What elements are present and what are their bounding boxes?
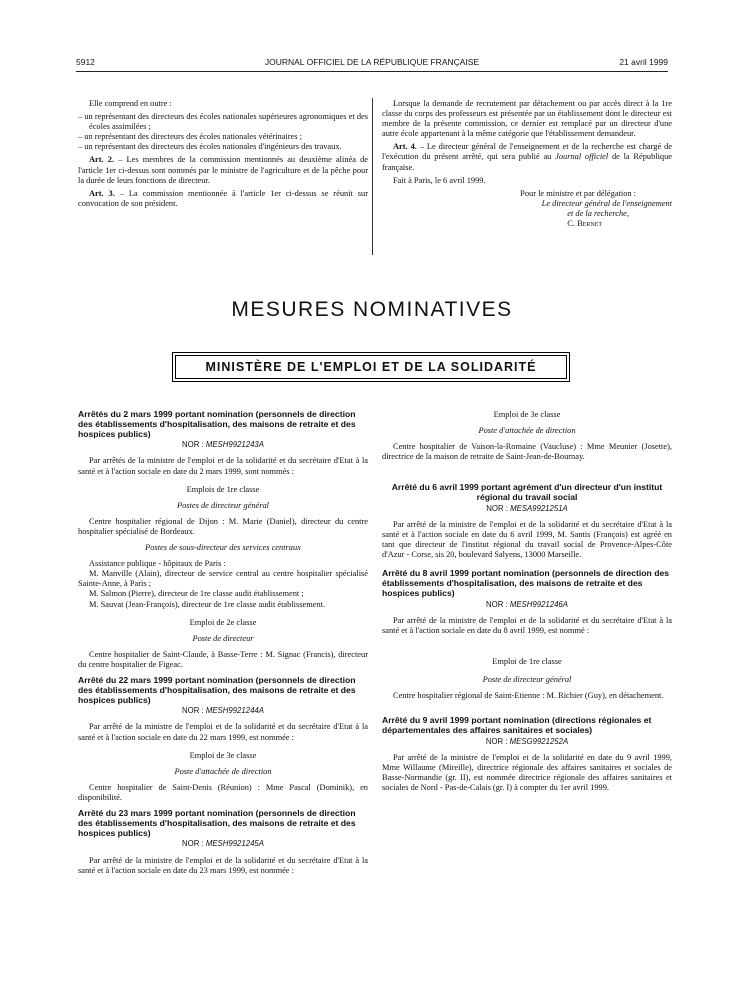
nor-label: NOR : — [485, 736, 510, 746]
paragraph: Centre hospitalier de Saint-Denis (Réunion) : Mme Pascal (Dominik), en disponibilité. — [78, 782, 368, 802]
subheading: Poste de directeur — [192, 633, 254, 643]
subheading: Postes de sous-directeur des services centraux — [145, 543, 301, 553]
paragraph: Elle comprend en outre : — [89, 99, 172, 108]
paragraph: M. Sauvat (Jean-François), directeur de 1re classe audit établissement. — [89, 599, 326, 609]
nor-reference — [382, 600, 672, 610]
nor-code: MESH9921246A — [509, 599, 568, 609]
nor-code: MESH9921244A — [205, 706, 264, 716]
nor-reference — [382, 737, 672, 747]
nor-code: MESH9921243A — [205, 440, 264, 450]
nor-reference — [78, 440, 368, 450]
paragraph: Par arrêté de la ministre de l'emploi et de la solidarité en date du 9 avril 1999, Mme Willaume (Mireille), directrice régionale des affaires sanitaires et sociales de Basse-Normandie (gr. II), est nommée directrice régionale des affaires sanitaires et sociales de Nord - Pas-de-Calais (gr. I) à compter du 1er avril 1999. — [382, 753, 672, 793]
nor-label: NOR : — [182, 839, 206, 849]
article-2 — [78, 155, 368, 185]
section-title: MESURES NOMINATIVES — [231, 298, 513, 321]
nor-code: MESG9921252A — [509, 736, 569, 746]
top-left-column — [78, 99, 368, 212]
journal-ref: Journal officiel — [555, 152, 609, 162]
section-heading: Emploi de 3e classe — [189, 750, 257, 760]
nor-label: NOR : — [182, 706, 206, 716]
list-item: – un représentant des directeurs des écoles nationales vétérinaires ; — [78, 132, 302, 142]
nor-reference — [78, 839, 368, 849]
issue-date: 21 avril 1999 — [619, 57, 668, 67]
article-text: – Les membres de la commission mentionnés au deuxième alinéa de l'article 1er ci-dessus sont nommés par le ministre de l'agriculture et de la pêche pour la durée de leurs fonctions de directeur. — [78, 155, 368, 185]
subheading: Poste de directeur général — [482, 675, 572, 685]
ministry-box — [172, 352, 570, 382]
article-text: de la République française. — [382, 152, 672, 172]
left-column — [78, 410, 368, 879]
right-column — [382, 410, 672, 796]
paragraph: Par arrêté de la ministre de l'emploi et de la solidarité et du secrétaire d'Etat à la santé et à l'action sociale en date du 8 avril 1999, est nommé : — [382, 615, 672, 636]
nor-reference — [78, 706, 368, 716]
article-4 — [382, 142, 672, 172]
section-heading: Emplois de 1re classe — [186, 484, 260, 494]
list-item: – un représentant des directeurs des écoles nationales supérieures agronomiques et des écoles assimilées ; — [78, 112, 368, 132]
article-label: Art. 4. — [393, 142, 417, 152]
header-rule — [76, 71, 668, 72]
article-3 — [78, 189, 368, 209]
paragraph: Centre hospitalier de Vaison-la-Romaine (Vaucluse) : Mme Meunier (Josette), directrice de la maison de retraite de Saint-Jean-de-Bournay. — [382, 442, 672, 462]
paragraph: Centre hospitalier régional de Saint-Etienne : M. Richier (Guy), en détachement. — [393, 691, 664, 701]
paragraph: Par arrêté de la ministre de l'emploi et de la solidarité et du secrétaire d'Etat à la santé et à l'action sociale en date du 23 mars 1999, est nommée : — [78, 855, 368, 875]
subheading: Poste d'attachée de direction — [174, 766, 272, 776]
page-header — [76, 57, 668, 69]
nor-label: NOR : — [486, 599, 510, 609]
arrete-title: Arrêté du 22 mars 1999 portant nomination (personnels de direction des établissements d'hospitalisation, des maisons de retraite et des hospices publics) — [78, 674, 356, 705]
arrete-title: Arrêté du 6 avril 1999 portant agrément d'un directeur d'un institut régional du travail social — [391, 482, 663, 503]
section-heading: Emploi de 3e classe — [493, 410, 561, 419]
section-heading: Emploi de 1re classe — [492, 657, 562, 667]
paragraph: M. Manville (Alain), directeur de service central au centre hospitalier spécialisé Sainte-Anne, à Paris ; — [78, 569, 368, 589]
article-label: Art. 3. — [89, 188, 115, 198]
top-right-column — [382, 99, 672, 229]
column-divider — [372, 98, 373, 255]
arrete-title: Arrêté du 8 avril 1999 portant nomination (personnels de direction des établissements d'hospitalisation, des maisons de retraite et des hospices publics) — [382, 568, 670, 599]
nor-code: MESH9921245A — [205, 839, 264, 849]
subheading: Postes de directeur général — [176, 500, 270, 510]
subheading: Poste d'attachée de direction — [478, 426, 576, 436]
arrete-title: Arrêté du 23 mars 1999 portant nomination (personnels de direction des établissements d'hospitalisation, des maisons de retraite et des hospices publics) — [78, 808, 356, 838]
paragraph: Centre hospitalier de Saint-Claude, à Basse-Terre : M. Signac (Francis), directeur du centre hospitalier de Figeac. — [78, 649, 368, 669]
signatory-name: C. Bernet — [567, 219, 602, 229]
paragraph: Lorsque la demande de recrutement par détachement ou par accès direct à la 1re classe du corps des professeurs est présentée par un établissement dont le directeur est membre de la présente commission, ce dernier est remplacé par un directeur d'une autre école appartenant à la même catégorie que l'établissement demandeur. — [382, 99, 672, 139]
signature-title: et de la recherche, — [567, 208, 629, 218]
paragraph: Par arrêté de la ministre de l'emploi et de la solidarité et du secrétaire d'Etat à la santé et à l'action sociale en date du 6 avril 1999, M. Santis (François) est agréé en tant que directeur de l'institut régional du travail social de Provence-Alpes-Côte d'Azur - Corse, sis 20, boulevard Salyens, 13000 Marseille. — [382, 520, 672, 560]
signature-line: Pour le ministre et par délégation : — [520, 188, 636, 198]
nor-label: NOR : — [486, 503, 511, 513]
section-heading: Emploi de 2e classe — [189, 617, 257, 627]
arrete-title: Arrêté du 9 avril 1999 portant nomination (directions régionales et départementales des affaires sanitaires et sociales) — [382, 715, 652, 736]
nor-reference — [382, 504, 672, 514]
nor-label: NOR : — [182, 440, 206, 450]
paragraph: Par arrêtés de la ministre de l'emploi et de la solidarité et du secrétaire d'Etat à la santé et à l'action sociale en date du 2 mars 1999, sont nommés : — [78, 456, 368, 476]
article-label: Art. 2. — [89, 155, 115, 165]
list-item: – un représentant des directeurs des écoles nationales d'ingénieurs des travaux. — [78, 142, 342, 152]
paragraph: Centre hospitalier régional de Dijon : M. Marie (Daniel), directeur du centre hospitalier spécialisé de Bordeaux. — [78, 516, 368, 536]
paragraph: Par arrêté de la ministre de l'emploi et de la solidarité et du secrétaire d'Etat à la santé et à l'action sociale en date du 22 mars 1999, est nommée : — [78, 722, 368, 742]
page-number: 5912 — [76, 57, 95, 67]
journal-title: JOURNAL OFFICIEL DE LA RÉPUBLIQUE FRANÇAISE — [264, 57, 480, 67]
article-text: – La commission mentionnée à l'article 1er ci-dessus se réunit sur convocation de son président. — [78, 188, 368, 208]
arrete-title: Arrêtés du 2 mars 1999 portant nomination (personnels de direction des établissements d'hospitalisation, des maisons de retraite et des hospices publics) — [78, 409, 356, 439]
article-text: – Le directeur général de l'enseignement et de la recherche est chargé de l'exécution du présent arrêté, qui sera publié au — [382, 142, 672, 162]
paragraph: Assistance publique - hôpitaux de Paris : — [89, 559, 226, 569]
nor-code: MESA9921251A — [510, 503, 568, 513]
signature-title: Le directeur général de l'enseignement — [541, 198, 672, 208]
ministry-title: MINISTÈRE DE L'EMPLOI ET DE LA SOLIDARITÉ — [175, 355, 567, 379]
paragraph: M. Salmon (Pierre), directeur de 1re classe audit établissement ; — [89, 589, 304, 599]
signature-date: Fait à Paris, le 6 avril 1999. — [393, 175, 486, 185]
